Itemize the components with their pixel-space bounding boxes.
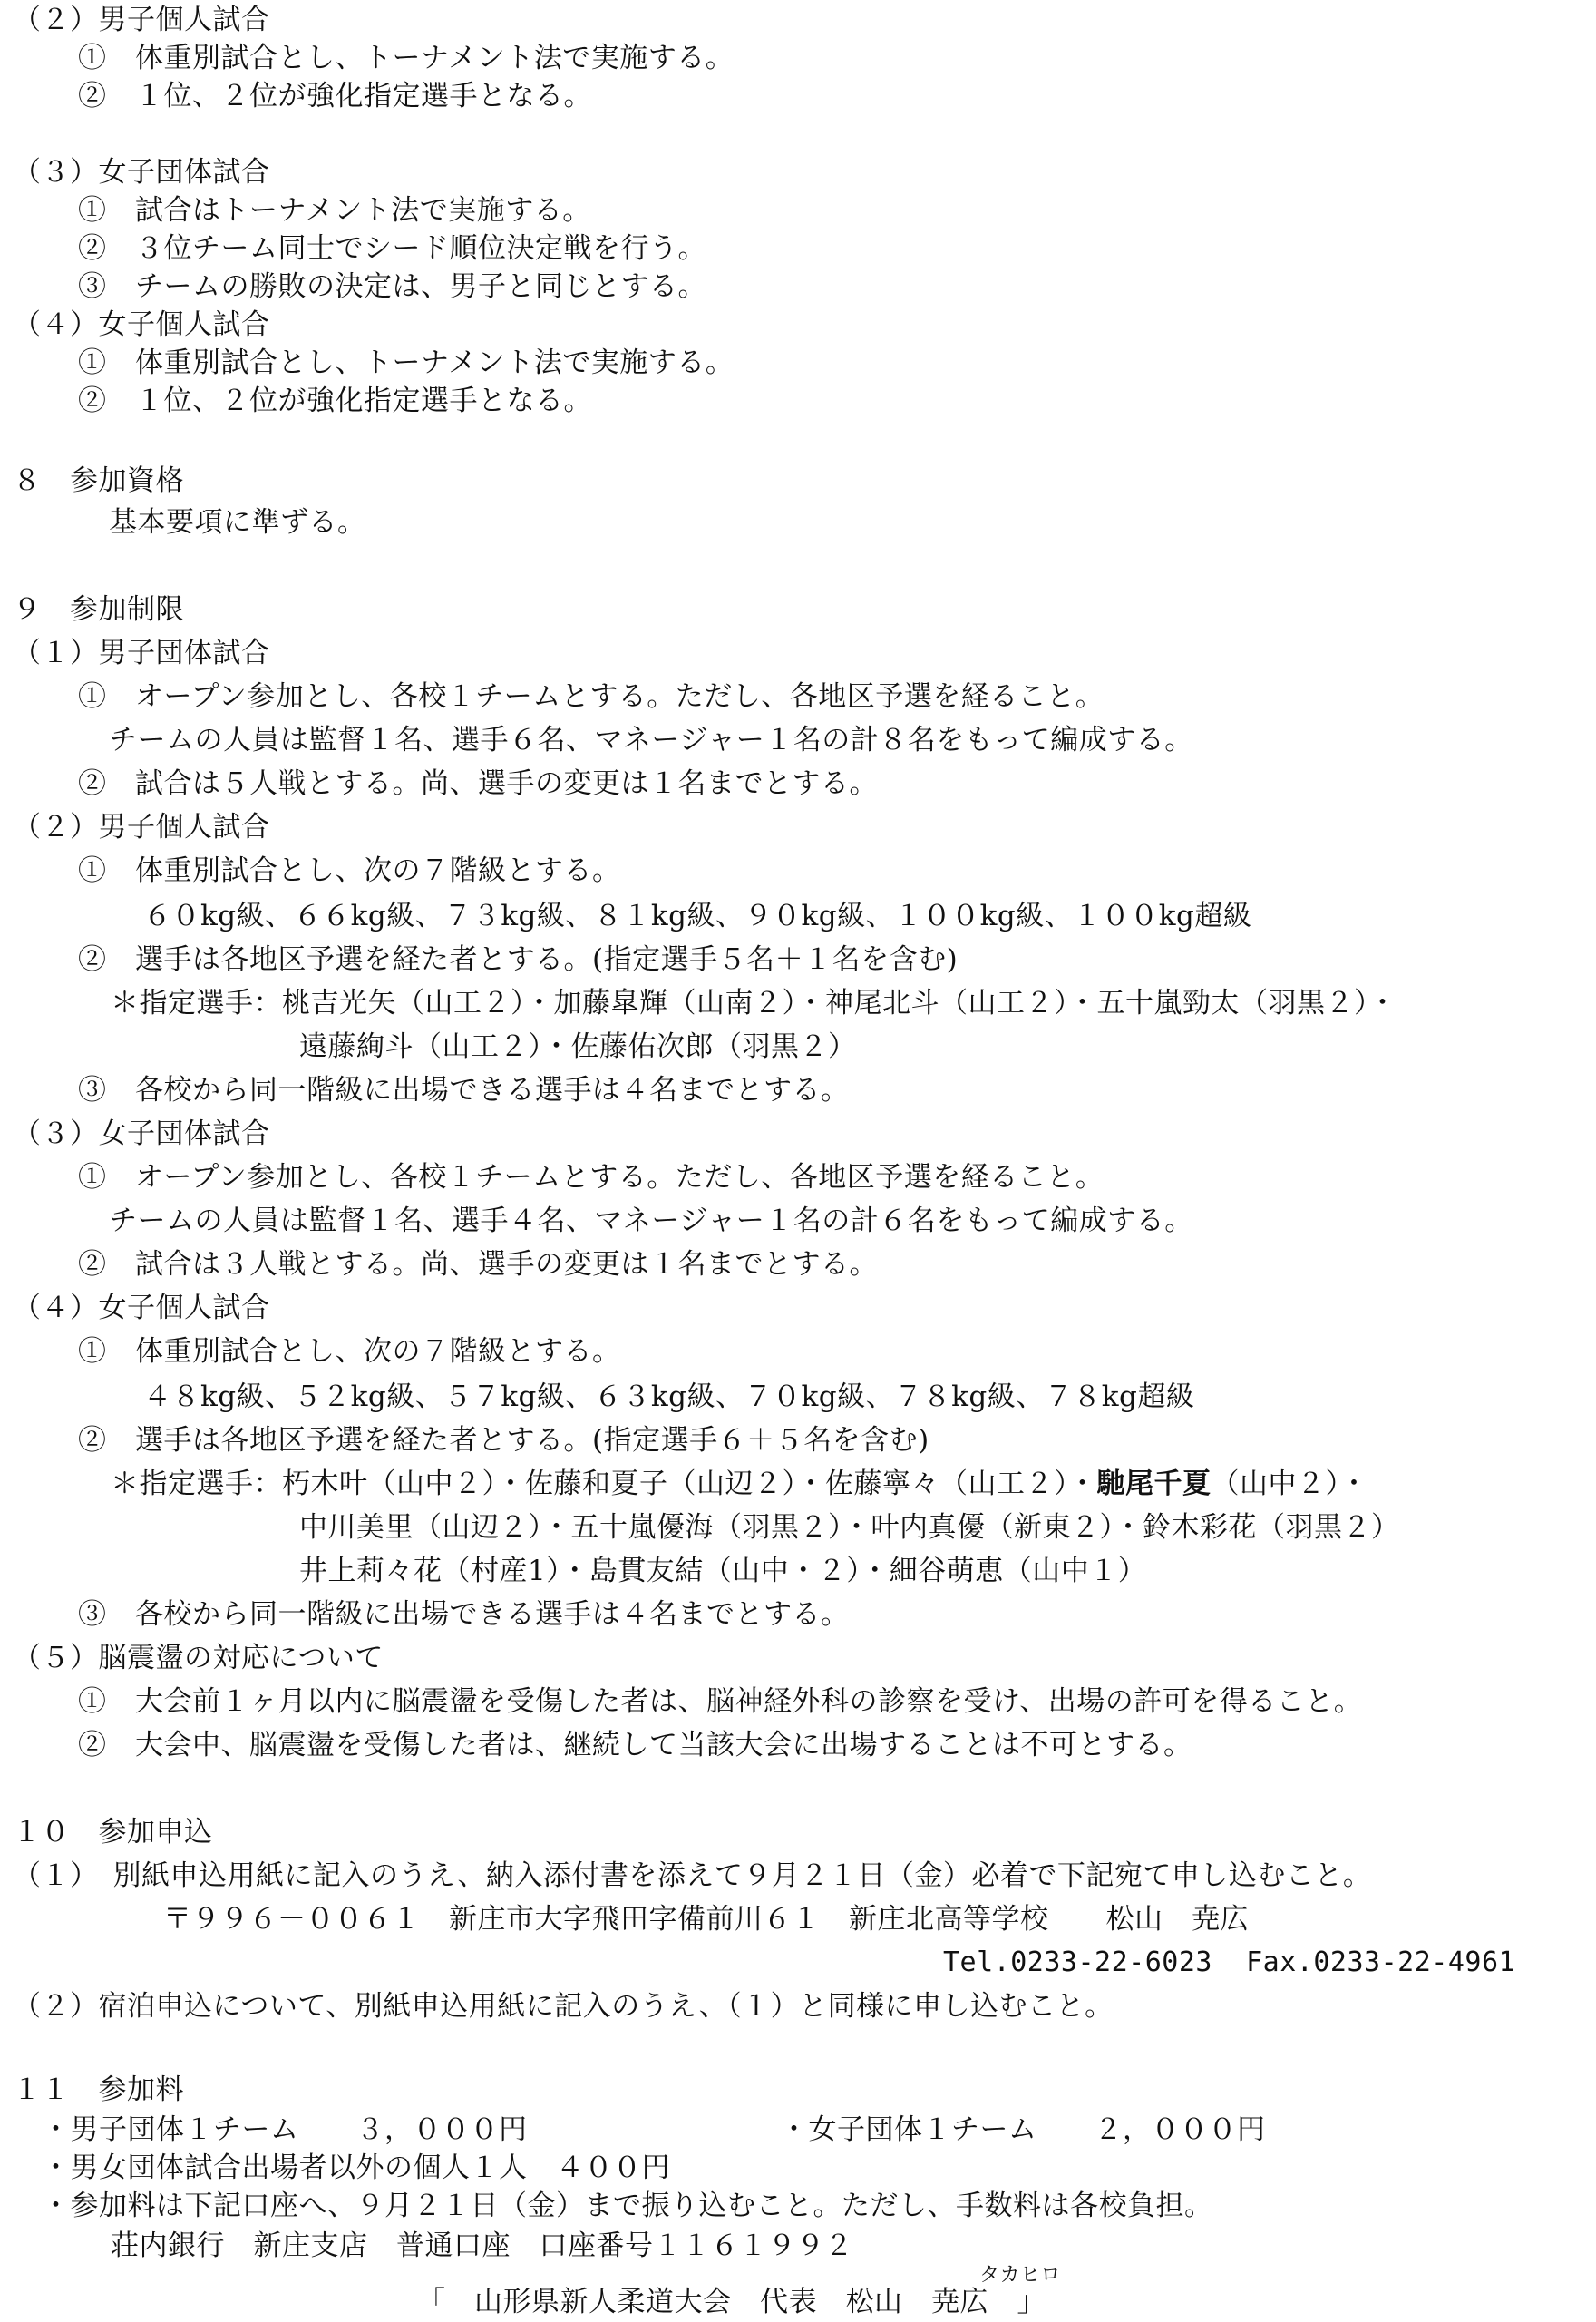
section-9-women-individual-item-1: ① 体重別試合とし、次の７階級とする。 [78, 1335, 621, 1368]
section-9-concussion-item-1: ① 大会前１ヶ月以内に脳震盪を受傷した者は、脳神経外科の診察を受け、出場の許可を得ること。 [78, 1685, 1363, 1718]
section-9-men-individual-item-3: ③ 各校から同一階級に出場できる選手は４名までとする。 [78, 1074, 850, 1107]
section-7-men-individual-item-1: ① 体重別試合とし、トーナメント法で実施する。 [78, 42, 735, 74]
section-10-item-2: （２）宿泊申込について、別紙申込用紙に記入のうえ、（１）と同様に申し込むこと。 [13, 1990, 1114, 2023]
section-9-men-individual-item-2: ② 選手は各地区予選を経た者とする。(指定選手５名＋１名を含む) [78, 943, 959, 976]
fee-women-team: ・女子団体１チーム ２，０００円 [780, 2113, 1266, 2146]
section-9-women-team-heading: （３）女子団体試合 [13, 1117, 270, 1150]
section-10-item-1: （１） 別紙申込用紙に記入のうえ、納入添付書を添えて９月２１日（金）必着で下記宛て申し込むこと。 [13, 1859, 1372, 1892]
section-9-women-designated-line-1 [111, 1466, 1368, 1502]
section-9-men-individual-item-1: ① 体重別試合とし、次の７階級とする。 [78, 854, 621, 887]
section-9-women-individual-heading: （４）女子個人試合 [13, 1292, 270, 1324]
section-8-body: 基本要項に準ずる。 [109, 506, 366, 539]
section-9-concussion-heading: （５）脳震盪の対応について [13, 1642, 384, 1674]
section-10-address: 〒９９６－００６１ 新庄市大字飛田字備前川６１ 新庄北高等学校 松山 尭広 [163, 1903, 1249, 1936]
account-name: 「 山形県新人柔道大会 代表 松山 尭広 」 [417, 2286, 1046, 2318]
section-9-men-individual-heading: （２）男子個人試合 [13, 811, 270, 844]
section-9-men-team-item-1-detail: チームの人員は監督１名、選手６名、マネージャー１名の計８名をもって編成する。 [109, 724, 1193, 756]
section-9-women-designated-line-2: 中川美里（山辺２）・五十嵐優海（羽黒２）・叶内真優（新東２）・鈴木彩花（羽黒２） [299, 1511, 1400, 1544]
section-9-men-team-item-1: ① オープン参加とし、各校１チームとする。ただし、各地区予選を経ること。 [78, 680, 1105, 713]
section-9-men-team-item-2: ② 試合は５人戦とする。尚、選手の変更は１名までとする。 [78, 767, 878, 800]
account-name-ruby: タカヒロ [979, 2264, 1062, 2287]
section-9-men-designated-line-1: ＊指定選手：桃吉光矢（山工２）・加藤皐輝（山南２）・神尾北斗（山工２）・五十嵐勁太（羽黒２）・ [111, 987, 1397, 1020]
section-9-women-team-item-1-detail: チームの人員は監督１名、選手４名、マネージャー１名の計６名をもって編成する。 [109, 1205, 1193, 1237]
women-designated-bold-name: 馳尾千夏 [1096, 1468, 1212, 1500]
section-7-women-individual-item-2: ② １位、２位が強化指定選手となる。 [78, 385, 592, 417]
fee-payment-note: ・参加料は下記口座へ、９月２１日（金）まで振り込むこと。ただし、手数料は各校負担。 [42, 2190, 1213, 2222]
section-9-women-designated-line-3: 井上莉々花（村産1）・島貫友結（山中・２）・細谷萌恵（山中１） [299, 1555, 1147, 1587]
section-8-title: ８ 参加資格 [13, 464, 184, 497]
bank-account-info: 荘内銀行 新庄支店 普通口座 口座番号１１６１９９２ [111, 2229, 853, 2262]
section-7-men-individual-item-2: ② １位、２位が強化指定選手となる。 [78, 80, 592, 112]
section-7-men-individual-heading: （２）男子個人試合 [13, 4, 270, 36]
section-10-tel-fax: Tel.0233-22-6023 Fax.0233-22-4961 [943, 1946, 1516, 1978]
section-7-women-team-item-2: ② ３位チーム同士でシード順位決定戦を行う。 [78, 232, 706, 265]
section-7-women-team-item-3: ③ チームの勝敗の決定は、男子と同じとする。 [78, 270, 706, 303]
section-9-women-individual-item-3: ③ 各校から同一階級に出場できる選手は４名までとする。 [78, 1598, 850, 1631]
section-7-women-individual-item-1: ① 体重別試合とし、トーナメント法で実施する。 [78, 346, 735, 379]
section-9-concussion-item-2: ② 大会中、脳震盪を受傷した者は、継続して当該大会に出場することは不可とする。 [78, 1729, 1192, 1761]
section-7-women-team-item-1: ① 試合はトーナメント法で実施する。 [78, 194, 591, 227]
section-9-women-team-item-1: ① オープン参加とし、各校１チームとする。ただし、各地区予選を経ること。 [78, 1161, 1105, 1194]
section-9-men-weight-classes: ６０kg級、６６kg級、７３kg級、８１kg級、９０kg級、１００kg級、１００kg超級 [143, 900, 1252, 932]
section-9-women-individual-item-2: ② 選手は各地区予選を経た者とする。(指定選手６＋５名を含む) [78, 1424, 929, 1457]
section-9-women-team-item-2: ② 試合は３人戦とする。尚、選手の変更は１名までとする。 [78, 1248, 878, 1281]
section-10-title: １０ 参加申込 [13, 1816, 213, 1849]
section-7-women-team-heading: （３）女子団体試合 [13, 156, 270, 189]
fee-individual: ・男女団体試合出場者以外の個人１人 ４００円 [42, 2151, 670, 2184]
women-designated-line-1-text-a: ＊指定選手：朽木叶（山中２）・佐藤和夏子（山辺２）・佐藤寧々（山工２）・ [111, 1468, 1097, 1500]
women-designated-line-1-text-c: （山中２）・ [1211, 1468, 1368, 1500]
section-9-title: ９ 参加制限 [13, 593, 184, 626]
section-9-men-designated-line-2: 遠藤絢斗（山工２）・佐藤佑次郎（羽黒２） [299, 1030, 857, 1063]
section-7-women-individual-heading: （４）女子個人試合 [13, 308, 270, 341]
section-11-title: １１ 参加料 [13, 2073, 184, 2106]
section-9-men-team-heading: （１）男子団体試合 [13, 637, 270, 669]
fee-men-team: ・男子団体１チーム ３，０００円 [42, 2113, 528, 2146]
section-9-women-weight-classes: ４８kg級、５２kg級、５７kg級、６３kg級、７０kg級、７８kg級、７８kg超級 [143, 1381, 1195, 1413]
